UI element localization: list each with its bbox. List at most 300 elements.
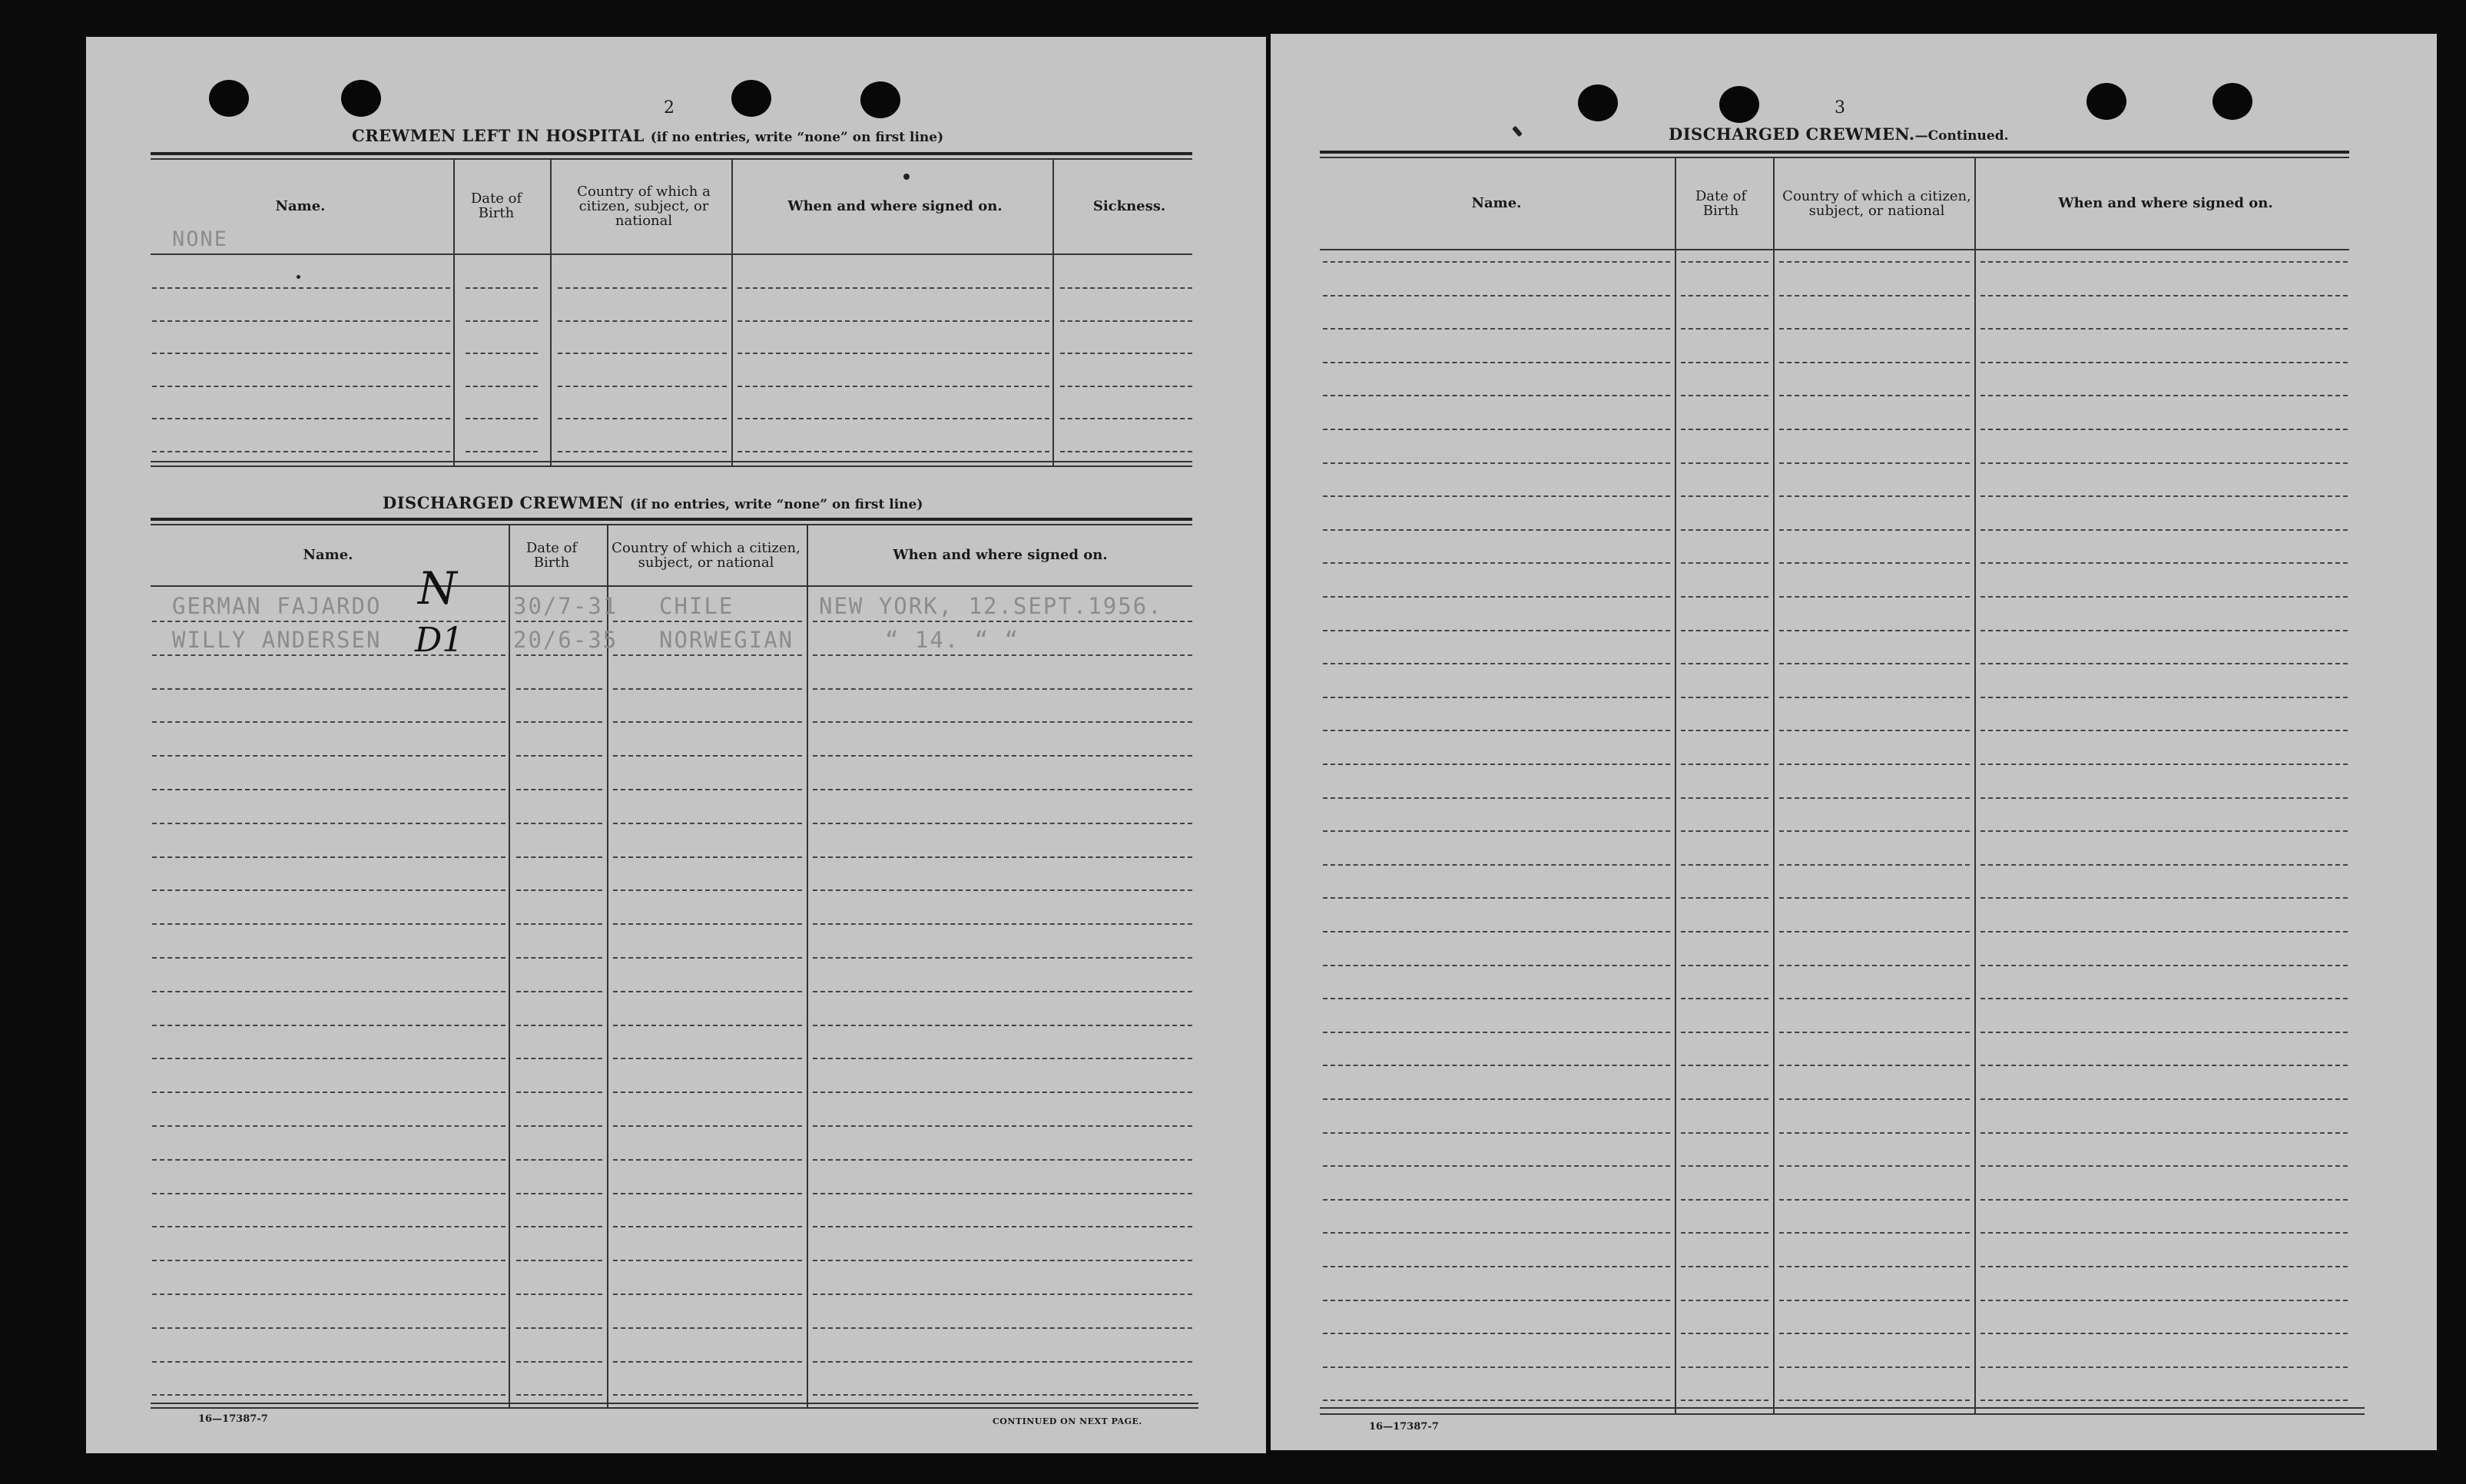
ruled-line: [1980, 897, 2348, 899]
ruled-line: [1681, 897, 1768, 899]
ruled-line: [1980, 429, 2348, 430]
ruled-line: [1779, 663, 1970, 664]
ruled-line: [813, 1260, 1192, 1261]
ruled-line: [1681, 395, 1768, 396]
discharged-continued-title-text: DISCHARGED CREWMEN.: [1669, 124, 1915, 144]
ruled-line: [1779, 328, 1970, 330]
ruled-line: [152, 991, 505, 992]
ruled-line: [1980, 328, 2348, 330]
ruled-line: [1980, 295, 2348, 296]
ruled-line: [1323, 797, 1670, 799]
ruled-line: [1681, 562, 1768, 564]
ruled-line: [1779, 630, 1970, 631]
ruled-line: [1980, 630, 2348, 631]
ruled-line: [516, 654, 602, 656]
punch-hole: [209, 80, 249, 117]
ruled-line: [1323, 562, 1670, 564]
ruled-line: [1681, 495, 1768, 497]
ruled-line: [1323, 998, 1670, 999]
ruled-line: [613, 923, 802, 925]
ruled-line: [466, 287, 538, 289]
column-divider: [1052, 158, 1054, 465]
ruled-line: [1779, 1232, 1970, 1234]
hospital-title-note: (if no entries, write “none” on first line): [650, 130, 944, 145]
ruled-line: [516, 1025, 602, 1026]
ruled-line: [1681, 1098, 1768, 1100]
ruled-line: [813, 721, 1192, 723]
hospital-header-signed: When and where signed on.: [787, 197, 1003, 214]
ruled-line: [613, 1226, 802, 1227]
ruled-line: [613, 957, 802, 959]
ruled-line: [1681, 462, 1768, 464]
ruled-line: [1779, 261, 1970, 263]
ruled-line: [516, 1193, 602, 1194]
ruled-line: [1060, 287, 1192, 289]
ruled-line: [152, 1294, 505, 1295]
ruled-line: [1779, 295, 1970, 296]
ruled-line: [1980, 1266, 2348, 1267]
hospital-header-country: Country of which a citizen, subject, or national: [577, 183, 711, 229]
ruled-line: [558, 418, 727, 419]
ruled-line: [1323, 830, 1670, 832]
ruled-line: [613, 1091, 802, 1093]
ruled-line: [1980, 362, 2348, 363]
ruled-line: [516, 991, 602, 992]
ruled-line: [516, 621, 602, 622]
ruled-line: [613, 1294, 802, 1295]
ruled-line: [613, 823, 802, 824]
continued-header-name: Name.: [1471, 194, 1522, 211]
ruled-line: [813, 1327, 1192, 1329]
ruled-line: [613, 721, 802, 723]
ruled-line: [152, 386, 450, 387]
ruled-line: [516, 755, 602, 757]
ruled-line: [613, 1260, 802, 1261]
ruled-line: [1681, 429, 1768, 430]
ruled-line: [516, 1294, 602, 1295]
ruled-line: [1681, 998, 1768, 999]
page-number: 2: [664, 98, 675, 118]
ruled-line: [1323, 328, 1670, 330]
ruled-line: [1980, 1333, 2348, 1334]
column-divider: [1974, 157, 1976, 1413]
ruled-line: [1323, 395, 1670, 396]
ruled-line: [1323, 529, 1670, 531]
rule: [151, 1407, 1198, 1409]
ruled-line: [1323, 462, 1670, 464]
continued-header-country: Country of which a citizen, subject, or national: [1782, 188, 1971, 219]
continued-header-signed: When and where signed on.: [2058, 194, 2273, 211]
ruled-line: [1323, 261, 1670, 263]
ruled-line: [1980, 864, 2348, 866]
ruled-line: [813, 1226, 1192, 1227]
rule: [151, 152, 1192, 155]
ruled-line: [1323, 1032, 1670, 1033]
ruled-line: [516, 1327, 602, 1329]
column-divider: [453, 158, 455, 465]
ruled-line: [737, 386, 1049, 387]
ruled-line: [813, 856, 1192, 858]
ruled-line: [1779, 462, 1970, 464]
discharged-header-country: Country of which a citizen, subject, or national: [612, 540, 800, 571]
ruled-line: [1323, 931, 1670, 932]
ruled-line: [1060, 451, 1192, 452]
ruled-line: [1980, 495, 2348, 497]
ruled-line: [1980, 965, 2348, 966]
ruled-line: [1681, 931, 1768, 932]
hospital-header-dob: Date of Birth: [470, 190, 522, 221]
ruled-line: [516, 1361, 602, 1363]
ruled-line: [152, 1125, 505, 1127]
ruled-line: [152, 654, 505, 656]
ruled-line: [613, 1361, 802, 1363]
column-divider: [550, 158, 552, 465]
ruled-line: [516, 1125, 602, 1127]
discharged-header-signed: When and where signed on.: [893, 546, 1108, 563]
ruled-line: [613, 1394, 802, 1396]
ruled-line: [1980, 931, 2348, 932]
ruled-line: [1779, 764, 1970, 765]
form-number: 16—17387-7: [198, 1413, 268, 1425]
crewman-name: WILLY ANDERSEN: [172, 627, 382, 653]
ruled-line: [1779, 1199, 1970, 1201]
ruled-line: [813, 1091, 1192, 1093]
ruled-line: [152, 1361, 505, 1363]
ruled-line: [1779, 998, 1970, 999]
hospital-entry-name: NONE: [172, 227, 229, 251]
ruled-line: [516, 688, 602, 690]
left-page: [86, 37, 1266, 1453]
ruled-line: [737, 451, 1049, 452]
ruled-line: [813, 789, 1192, 790]
ruled-line: [1323, 1132, 1670, 1134]
form-number: 16—17387-7: [1369, 1421, 1439, 1433]
ruled-line: [1323, 965, 1670, 966]
discharged-header-dob: Date of Birth: [525, 540, 578, 571]
ruled-line: [1681, 1366, 1768, 1368]
ruled-line: [1980, 562, 2348, 564]
rule: [151, 461, 1192, 462]
ruled-line: [558, 353, 727, 354]
ruled-line: [1681, 1266, 1768, 1267]
ruled-line: [613, 1159, 802, 1161]
ruled-line: [813, 621, 1192, 622]
ruled-line: [1779, 1165, 1970, 1167]
ruled-line: [1323, 730, 1670, 731]
ruled-line: [152, 1159, 505, 1161]
ruled-line: [1980, 730, 2348, 731]
ruled-line: [152, 1025, 505, 1026]
ruled-line: [1980, 998, 2348, 999]
ruled-line: [1323, 1065, 1670, 1066]
ruled-line: [1681, 864, 1768, 866]
ruled-line: [152, 688, 505, 690]
ruled-line: [1060, 418, 1192, 419]
ruled-line: [1323, 596, 1670, 598]
ruled-line: [1060, 353, 1192, 354]
ruled-line: [1681, 529, 1768, 531]
ruled-line: [1779, 395, 1970, 396]
ruled-line: [813, 991, 1192, 992]
ruled-line: [1060, 386, 1192, 387]
ruled-line: [152, 856, 505, 858]
ruled-line: [1323, 864, 1670, 866]
ruled-line: [1980, 462, 2348, 464]
column-divider: [807, 524, 808, 1407]
handwritten-mark: N: [418, 562, 457, 614]
ruled-line: [1323, 1333, 1670, 1334]
ruled-line: [1681, 1065, 1768, 1066]
ruled-line: [516, 789, 602, 790]
ruled-line: [152, 721, 505, 723]
ruled-line: [1323, 897, 1670, 899]
right-page: [1271, 34, 2437, 1450]
ruled-line: [152, 1327, 505, 1329]
rule: [151, 465, 1192, 467]
ruled-line: [558, 386, 727, 387]
rule: [151, 253, 1192, 255]
ruled-line: [1779, 697, 1970, 698]
rule: [1320, 1407, 2365, 1409]
ruled-line: [813, 1025, 1192, 1026]
ruled-line: [516, 1091, 602, 1093]
ruled-line: [1779, 429, 1970, 430]
ruled-line: [1779, 1266, 1970, 1267]
ruled-line: [1980, 1400, 2348, 1401]
rule: [151, 518, 1192, 521]
ruled-line: [1681, 1132, 1768, 1134]
ruled-line: [813, 688, 1192, 690]
ruled-line: [1323, 1165, 1670, 1167]
ruled-line: [1779, 362, 1970, 363]
discharged-section-title: [383, 493, 923, 512]
ruled-line: [152, 1091, 505, 1093]
punch-hole: [860, 81, 900, 118]
ruled-line: [813, 823, 1192, 824]
ruled-line: [558, 287, 727, 289]
ruled-line: [152, 1058, 505, 1059]
ruled-line: [1323, 1300, 1670, 1301]
ruled-line: [1681, 697, 1768, 698]
ruled-line: [1779, 1065, 1970, 1066]
crewman-country: NORWEGIAN: [659, 627, 794, 653]
ruled-line: [1980, 1199, 2348, 1201]
ruled-line: [1779, 1400, 1970, 1401]
ruled-line: [516, 856, 602, 858]
ruled-line: [466, 418, 538, 419]
ruled-line: [516, 823, 602, 824]
discharged-title-text: DISCHARGED CREWMEN: [383, 493, 625, 512]
ruled-line: [558, 320, 727, 322]
crewman-name: GERMAN FAJARDO: [172, 593, 382, 619]
discharged-title-note: (if no entries, write “none” on first line): [629, 497, 923, 512]
ruled-line: [1980, 261, 2348, 263]
ruled-line: [516, 889, 602, 891]
ruled-line: [152, 889, 505, 891]
ruled-line: [613, 654, 802, 656]
ruled-line: [1779, 529, 1970, 531]
ruled-line: [813, 1394, 1192, 1396]
ruled-line: [1681, 764, 1768, 765]
ruled-line: [1323, 362, 1670, 363]
ruled-line: [152, 1260, 505, 1261]
ruled-line: [1681, 1300, 1768, 1301]
ruled-line: [1779, 1098, 1970, 1100]
ruled-line: [1779, 1300, 1970, 1301]
column-divider: [509, 524, 510, 1407]
ruled-line: [813, 1294, 1192, 1295]
crewman-dob: 20/6-35: [513, 627, 618, 653]
ruled-line: [613, 789, 802, 790]
ruled-line: [1681, 730, 1768, 731]
punch-hole: [341, 80, 381, 117]
ruled-line: [152, 923, 505, 925]
ruled-line: [813, 1361, 1192, 1363]
ruled-line: [516, 957, 602, 959]
ruled-line: [613, 1025, 802, 1026]
ruled-line: [1779, 931, 1970, 932]
ruled-line: [152, 1226, 505, 1227]
ruled-line: [1779, 864, 1970, 866]
ruled-line: [516, 1159, 602, 1161]
ruled-line: [1323, 1232, 1670, 1234]
ruled-line: [1980, 764, 2348, 765]
ruled-line: [516, 923, 602, 925]
ruled-line: [1323, 764, 1670, 765]
ruled-line: [813, 923, 1192, 925]
ruled-line: [813, 1193, 1192, 1194]
ink-mark: [1512, 126, 1523, 137]
punch-hole: [1719, 86, 1759, 123]
crewman-signed-on: NEW YORK, 12.SEPT.1956.: [819, 593, 1163, 619]
ruled-line: [1681, 1199, 1768, 1201]
ruled-line: [1779, 830, 1970, 832]
continued-header-dob: Date of Birth: [1695, 188, 1747, 219]
ink-mark: [297, 275, 300, 279]
rule: [151, 1403, 1198, 1404]
ruled-line: [558, 451, 727, 452]
ruled-line: [737, 418, 1049, 419]
ruled-line: [613, 856, 802, 858]
ruled-line: [1980, 1300, 2348, 1301]
column-divider: [1675, 157, 1676, 1413]
ruled-line: [152, 451, 450, 452]
ruled-line: [737, 353, 1049, 354]
ruled-line: [516, 1260, 602, 1261]
ruled-line: [1980, 797, 2348, 799]
ruled-line: [1681, 362, 1768, 363]
ruled-line: [1323, 1199, 1670, 1201]
ruled-line: [1323, 1098, 1670, 1100]
ruled-line: [1779, 562, 1970, 564]
punch-hole: [2212, 83, 2252, 120]
column-divider: [731, 158, 733, 465]
ruled-line: [516, 1394, 602, 1396]
ruled-line: [1681, 1032, 1768, 1033]
column-divider: [607, 524, 608, 1407]
ruled-line: [1681, 1400, 1768, 1401]
discharged-header-name: Name.: [303, 546, 353, 563]
ruled-line: [466, 320, 538, 322]
ruled-line: [613, 1327, 802, 1329]
hospital-title-text: CREWMEN LEFT IN HOSPITAL: [352, 126, 645, 145]
ruled-line: [1681, 663, 1768, 664]
ruled-line: [1323, 630, 1670, 631]
ruled-line: [1980, 1098, 2348, 1100]
ruled-line: [152, 755, 505, 757]
ruled-line: [1681, 797, 1768, 799]
ruled-line: [613, 1058, 802, 1059]
ruled-line: [1323, 1266, 1670, 1267]
ruled-line: [813, 957, 1192, 959]
ruled-line: [1779, 965, 1970, 966]
ruled-line: [1323, 663, 1670, 664]
ruled-line: [1980, 1165, 2348, 1167]
rule: [1320, 1413, 2365, 1415]
crewman-dob: 30/7-31: [513, 593, 618, 619]
punch-hole: [2086, 83, 2126, 120]
ruled-line: [1779, 495, 1970, 497]
ruled-line: [1980, 1366, 2348, 1368]
ruled-line: [1681, 328, 1768, 330]
ruled-line: [613, 1193, 802, 1194]
ruled-line: [516, 721, 602, 723]
ruled-line: [152, 823, 505, 824]
ruled-line: [613, 621, 802, 622]
rule: [1320, 249, 2349, 250]
ruled-line: [152, 1394, 505, 1396]
ruled-line: [1779, 1032, 1970, 1033]
ink-mark: [903, 174, 910, 180]
hospital-header-sickness: Sickness.: [1092, 197, 1166, 214]
rule: [151, 585, 1192, 587]
ruled-line: [1681, 1165, 1768, 1167]
ruled-line: [1980, 1232, 2348, 1234]
ruled-line: [1323, 295, 1670, 296]
ruled-line: [1980, 395, 2348, 396]
ruled-line: [813, 889, 1192, 891]
ruled-line: [1323, 697, 1670, 698]
ruled-line: [1681, 1232, 1768, 1234]
ruled-line: [1681, 1333, 1768, 1334]
ruled-line: [516, 1226, 602, 1227]
ruled-line: [1779, 897, 1970, 899]
ruled-line: [813, 1058, 1192, 1059]
ruled-line: [1980, 1132, 2348, 1134]
ruled-line: [466, 353, 538, 354]
crewman-country: CHILE: [659, 593, 734, 619]
ruled-line: [1779, 1333, 1970, 1334]
ruled-line: [813, 654, 1192, 656]
ruled-line: [613, 755, 802, 757]
ruled-line: [152, 789, 505, 790]
ruled-line: [813, 755, 1192, 757]
ruled-line: [613, 889, 802, 891]
ruled-line: [1681, 830, 1768, 832]
ruled-line: [1681, 295, 1768, 296]
ruled-line: [1779, 730, 1970, 731]
ruled-line: [152, 353, 450, 354]
ruled-line: [516, 1058, 602, 1059]
ruled-line: [737, 287, 1049, 289]
ruled-line: [1980, 1032, 2348, 1033]
rule: [1320, 151, 2349, 154]
ruled-line: [813, 1159, 1192, 1161]
ruled-line: [152, 621, 505, 622]
ruled-line: [1323, 429, 1670, 430]
ruled-line: [1779, 797, 1970, 799]
crewman-signed-on: “ 14. “ “: [885, 627, 1020, 653]
